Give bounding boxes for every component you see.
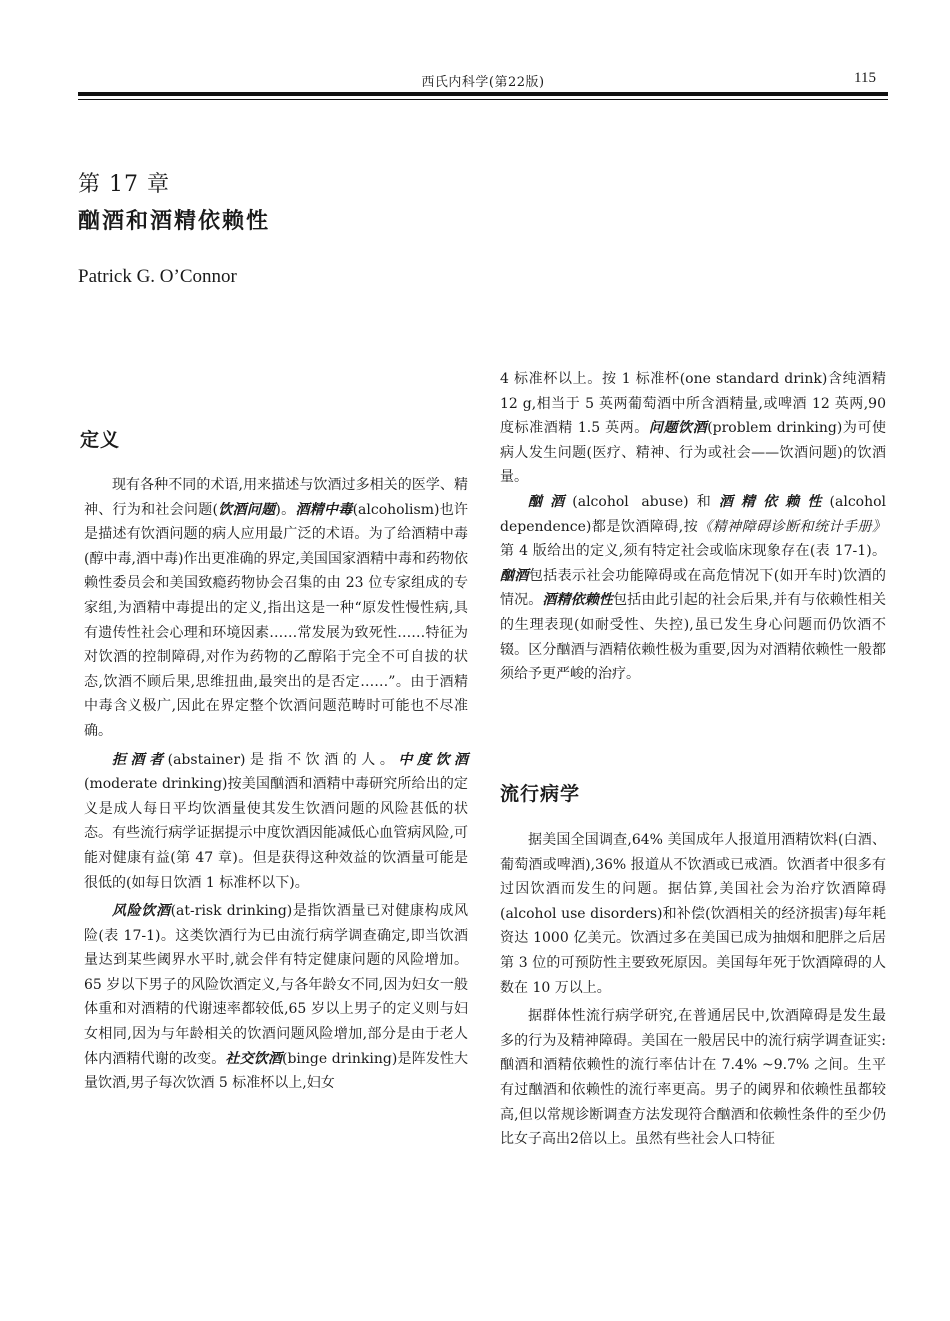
- text-run: 包括表示社会功能障碍或在高危情况下(如开车时)饮酒的情况。: [500, 567, 886, 609]
- text-run: (alcohol abuse)和: [572, 493, 719, 510]
- text-run: 包括由此引起的社会后果,并有与依赖性相关的生理表现(如耐受性、失控),虽已发生身心问题而仍饮酒不辍。区分酗酒与酒精依赖性极为重要,因为对酒精依赖性一般都须给予更严峻的治疗。: [500, 592, 887, 683]
- paragraph: 据群体性流行病学研究,在普通居民中,饮酒障碍是发生最多的行为及精神障碍。美国在一般居民中的流行病学调查证实:酗酒和酒精依赖性的流行率估计在 7.4% ~9.7% 之间。生平有过酗酒和依赖性的流行率更高。男子的阈界和依赖性虽都较高,但以常规诊断调查方法发现符合酗酒和依赖性条件的至少仍比女子高出2倍以上。虽然有些社会人口特征: [500, 1008, 886, 1148]
- paragraph: [500, 490, 886, 687]
- running-header: [78, 70, 888, 90]
- text-run: (abstainer)是指不饮酒的人。: [167, 751, 399, 768]
- term: 酒精依赖性: [542, 592, 614, 609]
- term: 酒精中毒: [295, 501, 353, 518]
- paragraph: [84, 899, 468, 1096]
- paragraph: [84, 473, 468, 744]
- right-column-top: [500, 367, 886, 687]
- section-heading-epidemiology: 流行病学: [500, 783, 581, 805]
- paragraph: [84, 748, 468, 896]
- right-column-bottom: [500, 828, 886, 1152]
- header-rule-thick: [78, 92, 888, 96]
- left-column: [84, 473, 468, 1096]
- paragraph-continued: [500, 367, 886, 490]
- text-run: (binge drinking)是阵发性大量饮酒,男子每次饮酒 5 标准杯以上,妇女: [84, 1050, 469, 1092]
- term: 酗酒: [500, 567, 529, 584]
- running-title: 西氏内科学(第22版): [421, 75, 545, 90]
- term: 饮酒问题: [218, 501, 276, 518]
- text-run: (at-risk drinking)是指饮酒量已对健康构成风险(表 17-1)。这类饮酒行为已由流行病学调查确定,即当饮酒量达到某些阈界水平时,就会伴有特定健康问题的风险增加。65 岁以下男子的风险饮酒定义,与各年龄女不同,因为妇女一般体重和对酒精的代谢速率都较低,65 岁以上男子的定义则与妇女相同,因为与年龄相关的饮酒问题风险增加,部分是由于老人体内酒精代谢的改变。: [84, 903, 468, 1067]
- book-title: 《精神障碍诊断和统计手册》: [698, 518, 887, 535]
- text-run: 现有各种不同的术语,用来描述与饮酒过多相关的医学、精神、行为和社会问题(: [84, 477, 468, 518]
- chapter-number: 第 17 章: [78, 172, 170, 197]
- text-run: (alcohol dependence)都是饮酒障碍,按: [500, 493, 887, 535]
- text-run: )。: [275, 501, 296, 518]
- text-run: (problem drinking)为可使病人发生问题(医疗、精神、行为或社会——饮酒问题)的饮酒量。: [500, 420, 887, 486]
- term: 拒酒者: [112, 751, 168, 768]
- header-rule-thin: [78, 99, 888, 100]
- term: 中度饮酒: [398, 751, 468, 768]
- chapter-author: Patrick G. O’Connor: [78, 266, 237, 287]
- paragraph: 据美国全国调查,64% 美国成年人报道用酒精饮料(白酒、葡萄酒或啤酒),36% 报道从不饮酒或已戒酒。饮酒者中很多有过因饮酒而发生的问题。据估算,美国社会为治疗饮酒障碍(alcohol use disorders)和补偿(饮酒相关的经济损害)每年耗资达 1000 亿美元。饮酒过多在美国已成为抽烟和肥胖之后居第 3 位的可预防性主要致死原因。美国每年死于饮酒障碍的人数在 10 万以上。: [500, 832, 886, 996]
- page-number: 115: [854, 70, 876, 86]
- term: 社交饮酒: [225, 1050, 282, 1067]
- text-run: (moderate drinking)按美国酗酒和酒精中毒研究所给出的定义是成人每日平均饮酒量使其发生饮酒问题的风险甚低的状态。有些流行病学证据提示中度饮酒因能减低心血管病风险,可能对健康有益(第 47 章)。但是获得这种效益的饮酒量可能是很低的(如每日饮酒 1 标准杯以下)。: [84, 776, 468, 891]
- term: 问题饮酒: [648, 420, 708, 437]
- term: 酒精依赖性: [718, 493, 830, 510]
- term: 酗酒: [528, 493, 573, 510]
- chapter-title: 酗酒和酒精依赖性: [78, 208, 271, 234]
- section-heading-definition: 定义: [80, 429, 121, 451]
- text-run: (alcoholism)也许是描述有饮酒问题的病人应用最广泛的术语。为了给酒精中毒(醇中毒,酒中毒)作出更准确的界定,美国国家酒精中毒和药物依赖性委员会和美国致瘾药物协会召集的由 23 位专家组成的专家组,为酒精中毒提出的定义,指出这是一种“原发性慢性病,具有遗传性社会心理和环境因素……常发展为致死性……特征为对饮酒的控制障碍,对作为药物的乙醇陷于完全不可自拔的状态,饮酒不顾后果,思维扭曲,最突出的是否定……”。由于酒精中毒含义极广,因此在界定整个饮酒问题范畴时可能也不尽准确。: [84, 501, 469, 739]
- text-run: 第 4 版给出的定义,须有特定社会或临床现象存在(表 17-1)。: [500, 543, 886, 560]
- term: 风险饮酒: [112, 903, 171, 920]
- text-run: 4 标准杯以上。按 1 标准杯(one standard drink)含纯酒精 12 g,相当于 5 英两葡萄酒中所含酒精量,或啤酒 12 英两,90 度标准酒精 1.5 英两。: [500, 371, 886, 437]
